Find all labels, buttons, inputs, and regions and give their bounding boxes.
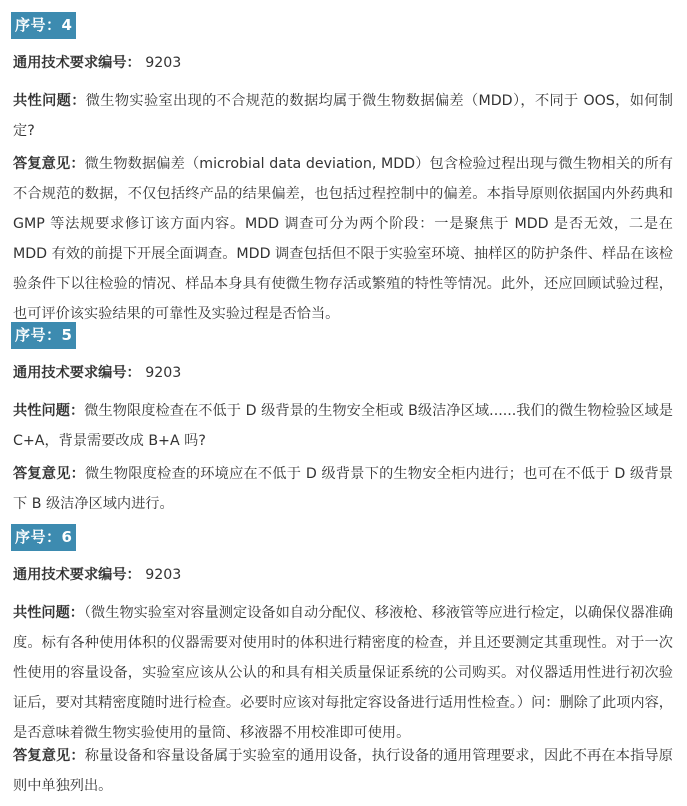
issue-label: 共性问题： — [13, 93, 86, 109]
serial-badge: 序号：5 — [11, 322, 76, 349]
answer-text: 微生物数据偏差（microbial data deviation, MDD）包含检验过程出现与微生物相关的所有不合规范的数据，不仅包括终产品的结果偏差，也包括过程控制中的偏差。本指导原则依据国内外药典和 GMP 等法规要求修订该方面内容。MDD 调查可分为两个阶段：一是聚焦于 MDD 是否无效，二是在 MDD 有效的前提下开展全面调查。MDD 调查包括但不限于实验室环境、抽样区的防护条件、样品在该检验条件下以往检验的情况、样品本身具有使微生物存活或繁殖的特性等情况。此外，还应回顾试验过程，也可评价该实验结果的可靠性及实验过程是否恰当。 — [13, 156, 673, 322]
tech-req-label: 通用技术要求编号： — [13, 365, 141, 381]
tech-req-label: 通用技术要求编号： — [13, 567, 141, 583]
serial-badge: 序号：4 — [11, 12, 76, 39]
tech-req-line — [13, 358, 181, 388]
tech-req-line — [13, 560, 181, 590]
serial-badge: 序号：6 — [11, 524, 76, 551]
answer-paragraph — [13, 459, 673, 519]
answer-text: 微生物限度检查的环境应在不低于 D 级背景下的生物安全柜内进行；也可在不低于 D 级背景下 B 级洁净区域内进行。 — [13, 466, 673, 512]
tech-req-label: 通用技术要求编号： — [13, 55, 141, 71]
issue-paragraph — [13, 598, 673, 748]
issue-text: 微生物限度检查在不低于 D 级背景的生物安全柜或 B级洁净区域......我们的微生物检验区域是 C+A，背景需要改成 B+A 吗? — [13, 403, 673, 449]
tech-req-value: 9203 — [145, 567, 182, 583]
issue-label: 共性问题： — [13, 403, 85, 419]
issue-text: 微生物实验室出现的不合规范的数据均属于微生物数据偏差（MDD），不同于 OOS，如何制定? — [13, 93, 673, 139]
issue-label: 共性问题： — [13, 605, 84, 621]
answer-text: 称量设备和容量设备属于实验室的通用设备，执行设备的通用管理要求，因此不再在本指导原则中单独列出。 — [13, 748, 673, 794]
tech-req-line — [13, 48, 181, 78]
answer-paragraph — [13, 149, 673, 329]
issue-paragraph — [13, 396, 673, 456]
answer-label: 答复意见： — [13, 748, 85, 764]
issue-paragraph — [13, 86, 673, 146]
issue-text: （微生物实验室对容量测定设备如自动分配仪、移液枪、移液管等应进行检定，以确保仪器准确度。标有各种使用体积的仪器需要对使用时的体积进行精密度的检查，并且还要测定其重现性。对于一次性使用的容量设备，实验室应该从公认的和具有相关质量保证系统的公司购买。对仪器适用性进行初次验证后，要对其精密度随时进行检查。必要时应该对每批定容设备进行适用性检查。）问：删除了此项内容，是否意味着微生物实验使用的量筒、移液器不用校准即可使用。 — [13, 605, 673, 741]
tech-req-value: 9203 — [145, 365, 182, 381]
tech-req-value: 9203 — [145, 55, 182, 71]
answer-label: 答复意见： — [13, 156, 85, 172]
answer-paragraph — [13, 741, 673, 801]
answer-label: 答复意见： — [13, 466, 86, 482]
